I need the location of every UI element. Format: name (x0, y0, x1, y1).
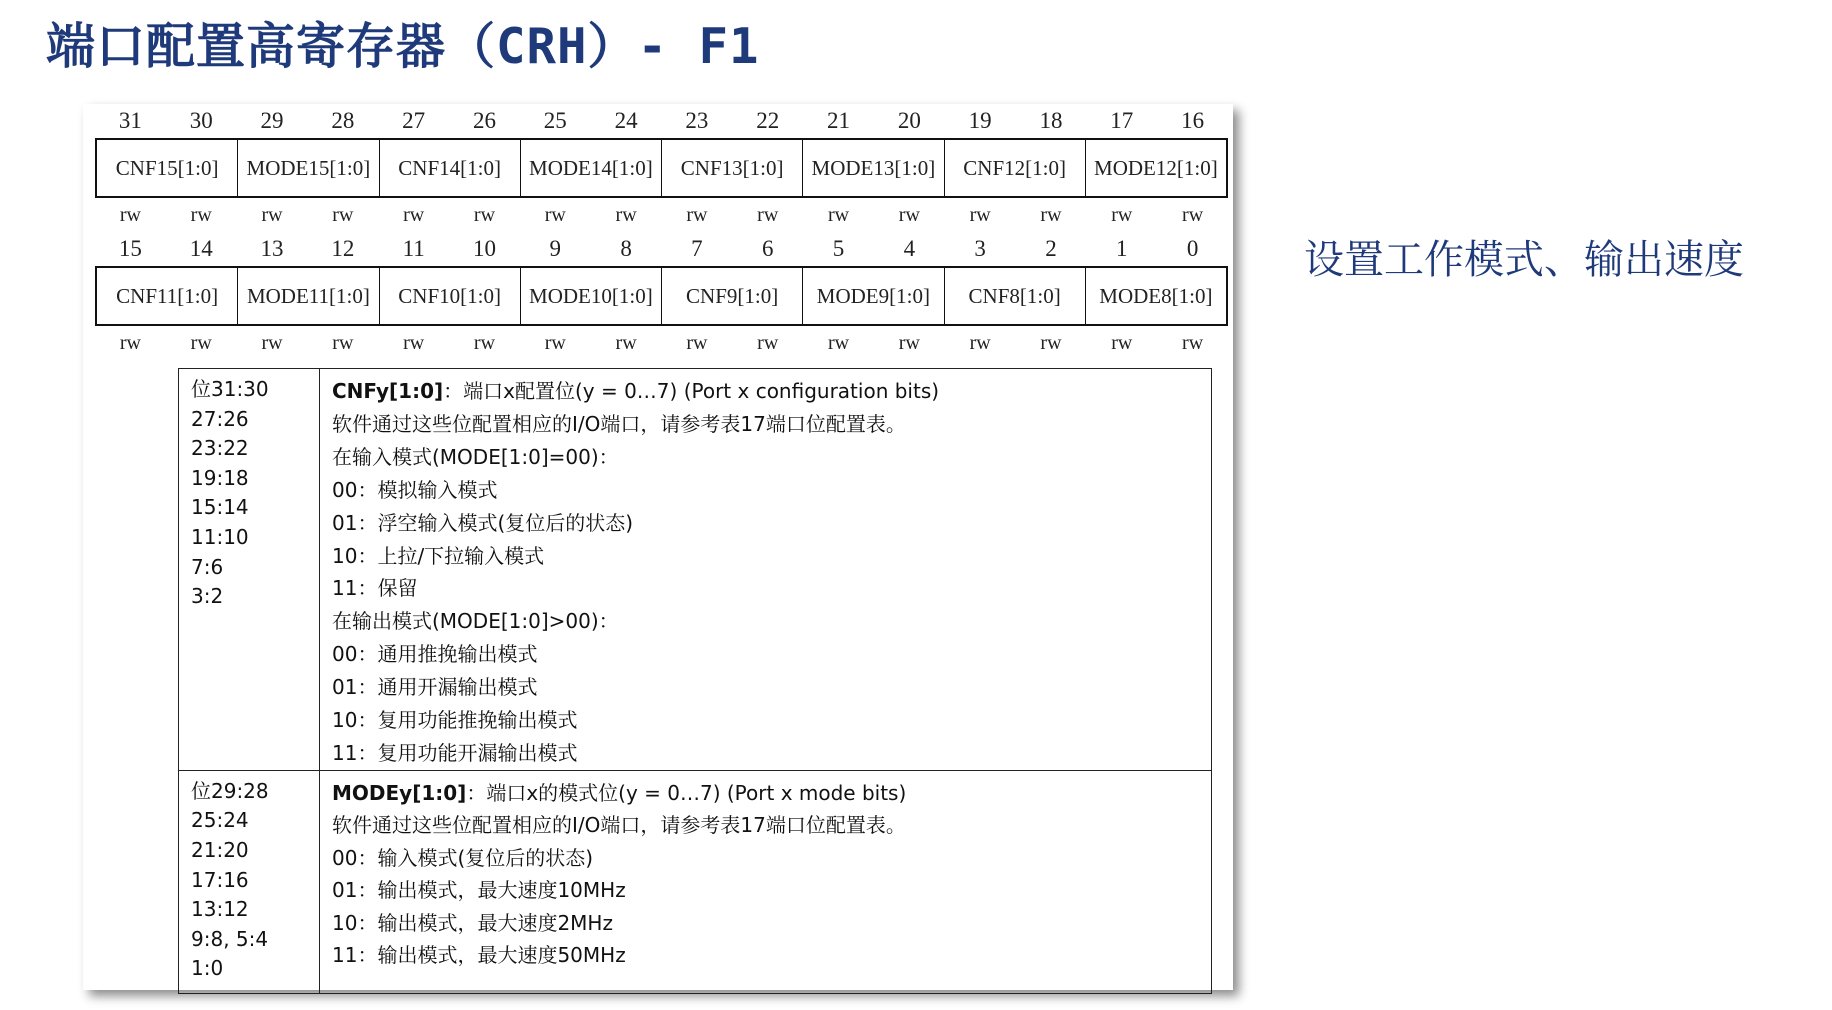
access-label: rw (403, 331, 425, 354)
cnf-heading-rest: ：端口x配置位(y = 0…7) (Port x configuration bits) (443, 379, 940, 403)
register-field: CNF13[1:0] (662, 140, 803, 196)
bit-number-row-lower (95, 232, 1228, 266)
bit-number: 28 (331, 108, 355, 133)
bit-position: 9:8, 5:4 (191, 926, 269, 951)
register-field: MODE9[1:0] (803, 268, 944, 324)
register-field: MODE10[1:0] (521, 268, 662, 324)
register-field: MODE8[1:0] (1099, 283, 1213, 308)
bit-number: 11 (402, 236, 425, 261)
access-label: rw (686, 331, 708, 354)
bit-number: 17 (1110, 108, 1134, 133)
access-label: rw (898, 203, 920, 226)
access-label: rw (544, 203, 566, 226)
access-label: rw (332, 203, 354, 226)
mode-heading (332, 777, 1211, 809)
access-label: rw (190, 203, 212, 226)
bit-position: 13:12 (191, 897, 249, 922)
bit-number: 27 (402, 108, 426, 133)
access-label: rw (261, 203, 283, 226)
side-note: 设置工作模式、输出速度 (1304, 237, 1744, 283)
access-label: rw (615, 331, 637, 354)
register-field: CNF8[1:0] (945, 268, 1086, 324)
cnf-bit-positions (179, 369, 320, 771)
description-line: 在输出模式(MODE[1:0]>00)： (332, 609, 619, 634)
bit-number: 20 (897, 108, 921, 133)
cnf-heading (332, 375, 1211, 408)
access-label: rw (403, 203, 425, 226)
description-line: 软件通过这些位配置相应的I/O端口，请参考表17端口位配置表。 (332, 411, 906, 436)
access-label: rw (1111, 331, 1133, 354)
bit-position: 3:2 (191, 584, 224, 609)
register-field: CNF9[1:0] (662, 268, 803, 324)
cnf-description-text (320, 369, 1212, 771)
access-label: rw (615, 203, 637, 226)
bit-number: 30 (189, 108, 213, 133)
bit-position: 位29:28 (191, 778, 269, 803)
bit-number: 15 (118, 236, 142, 261)
register-field: MODE14[1:0] (521, 140, 662, 196)
access-label: rw (898, 331, 920, 354)
register-field: CNF14[1:0] (380, 140, 521, 196)
bit-number: 16 (1181, 108, 1205, 133)
bit-number: 25 (543, 108, 567, 133)
access-label: rw (969, 331, 991, 354)
access-label: rw (827, 203, 850, 226)
register-upper-half (95, 104, 1228, 232)
bit-number: 29 (260, 108, 284, 133)
bit-number: 4 (903, 236, 916, 261)
access-row-upper (95, 198, 1228, 232)
bit-position: 17:16 (191, 867, 249, 892)
bit-number: 10 (472, 236, 496, 261)
bit-number: 14 (189, 236, 213, 261)
mode-heading-rest: ：端口x的模式位(y = 0…7) (Port x mode bits) (466, 780, 907, 805)
bit-number: 22 (756, 108, 780, 133)
field-row-upper (95, 138, 1228, 198)
bit-number: 5 (832, 236, 845, 261)
access-label: rw (827, 331, 850, 354)
bit-position: 1:0 (191, 956, 224, 981)
bit-number: 24 (614, 108, 638, 133)
access-label: rw (190, 331, 212, 354)
access-label: rw (1111, 203, 1133, 226)
register-field: CNF10[1:0] (380, 268, 521, 324)
description-line: 00：模拟输入模式 (332, 477, 498, 502)
bit-description-table (178, 368, 1212, 994)
access-label: rw (544, 331, 566, 354)
slide-title: 端口配置高寄存器（CRH）- F1 (46, 18, 760, 75)
description-line: 11：保留 (332, 576, 418, 601)
access-row-lower (95, 326, 1228, 360)
bit-position: 11:10 (191, 524, 249, 549)
bit-number: 0 (1186, 236, 1199, 261)
field-row-lower (95, 266, 1228, 326)
bit-number: 19 (968, 108, 992, 133)
access-label: rw (119, 331, 141, 354)
register-field: CNF12[1:0] (945, 140, 1086, 196)
bit-number: 13 (260, 236, 284, 261)
register-field: MODE13[1:0] (803, 140, 944, 196)
bit-position: 23:22 (191, 436, 249, 461)
access-label: rw (1040, 331, 1062, 354)
access-label: rw (757, 331, 779, 354)
bit-position: 27:26 (191, 406, 249, 431)
description-line: 01：输出模式，最大速度10MHz (332, 878, 626, 903)
bit-number: 21 (827, 108, 851, 133)
bit-number: 3 (974, 236, 986, 261)
bit-number: 18 (1039, 108, 1063, 133)
bit-position: 15:14 (191, 495, 249, 520)
bit-position: 21:20 (191, 838, 249, 863)
bit-number: 1 (1116, 236, 1128, 261)
access-label: rw (686, 203, 708, 226)
register-lower-half (95, 232, 1228, 360)
description-line: 11：复用功能开漏输出模式 (332, 740, 578, 765)
description-line: 11：输出模式，最大速度50MHz (332, 942, 626, 967)
description-line: 10：复用功能推挽输出模式 (332, 708, 578, 733)
mode-heading-name: MODEy[1:0] (332, 780, 467, 805)
access-label: rw (1182, 203, 1204, 226)
bit-number: 8 (620, 236, 632, 261)
description-line: 00：通用推挽输出模式 (332, 642, 538, 667)
register-field: MODE11[1:0] (238, 268, 379, 324)
cnf-heading-name: CNFy[1:0] (332, 379, 444, 403)
bit-position: 位31:30 (191, 377, 269, 401)
bit-position: 25:24 (191, 808, 249, 833)
access-label: rw (757, 203, 779, 226)
description-line: 01：浮空输入模式(复位后的状态) (332, 510, 634, 535)
access-label: rw (332, 331, 354, 354)
bit-number: 7 (691, 236, 703, 261)
description-line: 软件通过这些位配置相应的I/O端口，请参考表17端口位配置表。 (332, 813, 906, 838)
bit-number: 9 (549, 236, 562, 261)
description-line: 00：输入模式(复位后的状态) (332, 845, 594, 870)
access-label: rw (969, 203, 991, 226)
bit-position: 19:18 (191, 465, 249, 490)
register-document (83, 104, 1233, 990)
access-label: rw (1040, 203, 1062, 226)
register-field: MODE12[1:0] (1094, 155, 1218, 180)
register-field: MODE15[1:0] (238, 140, 379, 196)
bit-number: 23 (685, 108, 709, 133)
description-line: 01：通用开漏输出模式 (332, 675, 538, 700)
access-label: rw (473, 203, 496, 226)
bit-number: 31 (118, 108, 142, 133)
bit-position: 7:6 (191, 554, 224, 579)
mode-bit-positions (179, 770, 320, 993)
description-line: 在输入模式(MODE[1:0]=00)： (332, 444, 619, 469)
access-label: rw (261, 331, 283, 354)
bit-number: 2 (1045, 236, 1057, 261)
access-label: rw (473, 331, 496, 354)
bit-number: 12 (331, 236, 355, 261)
access-label: rw (1182, 331, 1204, 354)
register-field: CNF15[1:0] (97, 140, 238, 196)
description-line: 10：输出模式，最大速度2MHz (332, 910, 613, 935)
mode-description-row (179, 770, 1212, 993)
access-label: rw (119, 203, 141, 226)
register-field: CNF11[1:0] (97, 268, 238, 324)
description-line: 10：上拉/下拉输入模式 (332, 543, 545, 568)
bit-number: 26 (472, 108, 496, 133)
bit-number: 6 (761, 236, 774, 261)
bit-number-row-upper (95, 104, 1228, 138)
mode-description-text (320, 770, 1212, 993)
cnf-description-row (179, 369, 1212, 771)
